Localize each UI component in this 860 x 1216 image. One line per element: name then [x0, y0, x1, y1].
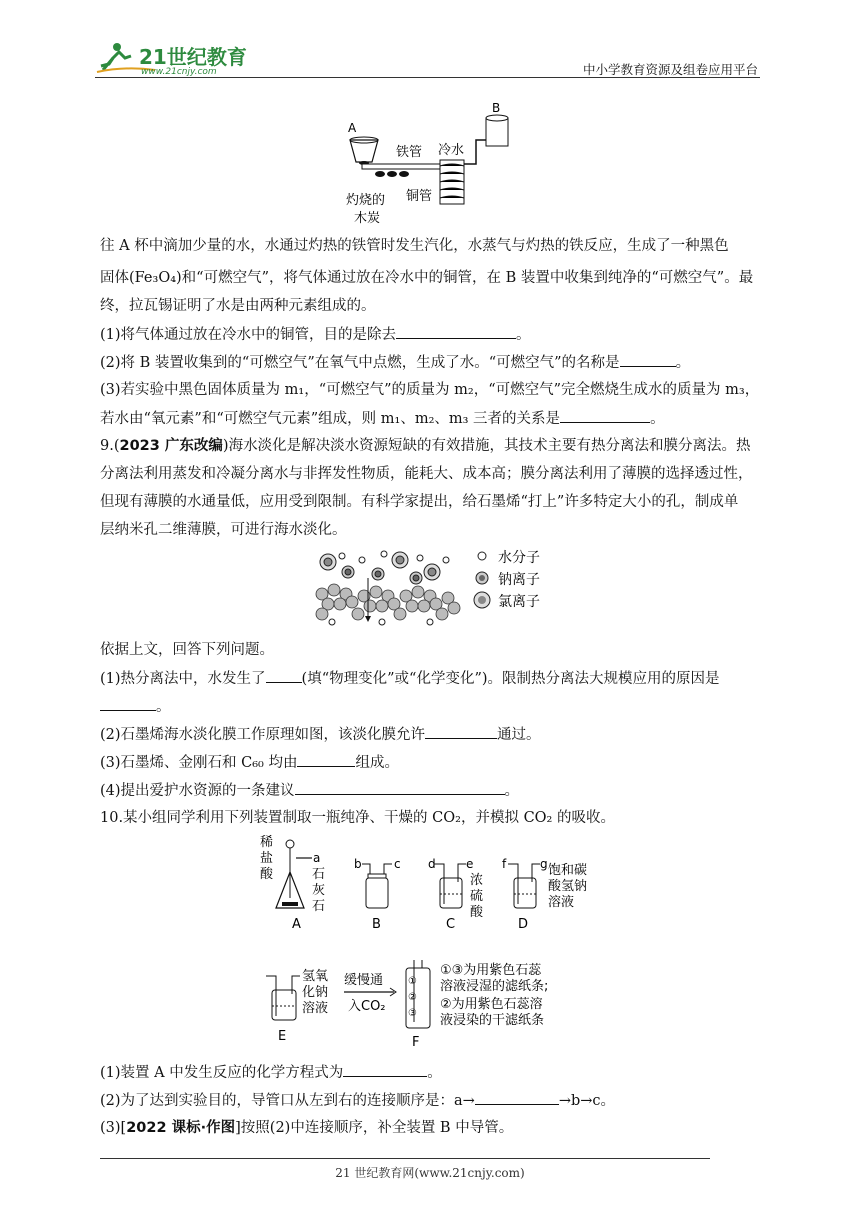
f-note-line-4: 液浸染的干滤纸条: [440, 1013, 545, 1028]
answer-blank[interactable]: [475, 1090, 559, 1105]
port-a: a: [313, 851, 321, 865]
arrow-top-label: 缓慢通: [344, 973, 384, 988]
q8-intro-line-2: 固体(Fe₃O₄)和“可燃空气”，将气体通过放在冷水中的铜管，在 B 装置中收集到纯净的“可燃空气”。最: [100, 270, 754, 286]
answer-blank[interactable]: [620, 352, 676, 367]
legend-chloride: 氯离子: [498, 594, 540, 610]
d-reagent-line-1: 饱和碳: [548, 863, 588, 878]
q10-part-1: (1)装置 A 中发生反应的化学方程式为 。: [100, 1062, 442, 1083]
footer-divider: [100, 1158, 710, 1159]
fig1-label-copper: 铜管: [406, 189, 433, 204]
f-mark-3: ③: [408, 1008, 417, 1019]
charcoal-pieces: [375, 171, 409, 177]
iron-tube-shape: [362, 164, 440, 169]
e-reagent-line-3: 溶液: [302, 1001, 329, 1016]
a-acid-char-3: 酸: [260, 867, 274, 882]
c-reagent-char-2: 硫: [470, 889, 484, 904]
e-reagent-line-1: 氢氧: [302, 969, 329, 984]
a-stone-char-2: 灰: [312, 883, 326, 898]
q9-part-1: (1)热分离法中，水发生了 (填“物理变化”或“化学变化”)。限制热分离法大规模应用的原因是: [100, 668, 720, 689]
port-c: c: [394, 857, 401, 871]
lavoisier-apparatus-figure: [340, 96, 520, 230]
header-logo: [95, 40, 265, 76]
answer-blank[interactable]: [396, 324, 516, 339]
q9-part-2: (2)石墨烯海水淡化膜工作原理如图，该淡化膜允许 通过。: [100, 724, 541, 745]
graphene-lattice: [316, 584, 460, 620]
port-d: d: [428, 857, 436, 871]
footer-text: 21 世纪教育网(www.21cnjy.com): [335, 1166, 525, 1180]
port-e: e: [466, 857, 474, 871]
q9-line-3: 但现有薄膜的水通量低，应用受到限制。有科学家提出，给石墨烯“打上”许多特定大小的孔，制成单: [100, 494, 739, 510]
fig1-label-iron: 铁管: [396, 145, 423, 160]
label-a: A: [292, 917, 301, 932]
q8-part-2: (2)将 B 装置收集到的“可燃空气”在氧气中点燃，生成了水。“可燃空气”的名称是 。: [100, 352, 690, 373]
q9-part-1-cont: 。: [100, 696, 171, 717]
q9-lead: 依据上文，回答下列问题。: [100, 642, 274, 658]
f-note-line-3: ②为用紫色石蕊溶: [440, 997, 543, 1012]
q8-intro-line-3: 终，拉瓦锡证明了水是由两种元素组成的。: [100, 298, 376, 314]
fig1-label-charcoal-2: 木炭: [354, 211, 381, 226]
q9-line-1: 9.(2023 广东改编)海水淡化是解决淡水资源短缺的有效措施，其技术主要有热分离法和膜分离法。热: [100, 438, 751, 454]
fig1-label-cold: 冷水: [438, 143, 465, 158]
q9-part-3: (3)石墨烯、金刚石和 C₆₀ 均由 组成。: [100, 752, 399, 773]
q10-part-3: (3)[2022 课标·作图]按照(2)中连接顺序，补全装置 B 中导管。: [100, 1120, 514, 1136]
sodium-ions: [342, 566, 422, 584]
legend-water: 水分子: [498, 550, 540, 566]
a-stone-char-1: 石: [312, 867, 326, 882]
apparatus-abcd-figure: [256, 832, 616, 932]
answer-blank[interactable]: [297, 752, 355, 767]
answer-blank[interactable]: [295, 780, 505, 795]
bottle-b-shape: [366, 878, 388, 908]
apparatus-ef-figure: [264, 954, 644, 1054]
label-b: B: [372, 917, 381, 932]
a-acid-char-2: 盐: [260, 851, 274, 866]
funnel-icon: [286, 840, 294, 848]
header-divider: [95, 77, 760, 78]
fig1-label-charcoal-1: 灼烧的: [346, 193, 386, 208]
q10-part-2: (2)为了达到实验目的，导管口从左到右的连接顺序是：a→ →b→c。: [100, 1090, 615, 1111]
legend-sodium: 钠离子: [498, 572, 540, 588]
bottle-d-shape: [514, 878, 536, 908]
fig1-label-a: A: [348, 121, 357, 135]
f-mark-2: ②: [408, 992, 417, 1003]
collector-b: [486, 118, 508, 146]
e-reagent-line-2: 化钠: [302, 985, 329, 1000]
answer-blank[interactable]: [266, 668, 302, 683]
q9-line-2: 分离法利用蒸发和冷凝分离水与非挥发性物质，能耗大、成本高；膜分离法利用了薄膜的选择透过性，: [100, 466, 753, 482]
label-d: D: [518, 917, 529, 932]
f-mark-1: ①: [408, 976, 417, 987]
q9-part-4: (4)提出爱护水资源的一条建议 。: [100, 780, 519, 801]
a-acid-char-1: 稀: [260, 835, 274, 850]
f-note-line-2: 溶液浸湿的滤纸条;: [440, 979, 549, 994]
runner-logo-icon: [95, 40, 265, 76]
label-c: C: [446, 917, 456, 932]
q8-part-1: (1)将气体通过放在冷水中的铜管，目的是除去 。: [100, 324, 531, 345]
port-f: f: [502, 857, 507, 871]
fig1-label-b: B: [492, 101, 501, 115]
c-reagent-char-1: 浓: [470, 873, 484, 888]
logo-url-text: www.21cnjy.com: [141, 67, 217, 76]
a-stone-char-3: 石: [312, 899, 326, 914]
d-reagent-line-2: 酸氢钠: [548, 879, 588, 894]
port-b: b: [354, 857, 362, 871]
graphene-membrane-figure: [312, 546, 552, 628]
port-g: g: [540, 857, 548, 871]
q9-line-4: 层纳米孔二维薄膜，可进行海水淡化。: [100, 522, 347, 538]
bottle-c-shape: [440, 878, 462, 908]
q10-stem: 10.某小组同学利用下列装置制取一瓶纯净、干燥的 CO₂，并模拟 CO₂ 的吸收。: [100, 810, 615, 826]
d-reagent-line-3: 溶液: [548, 895, 575, 910]
q8-intro-line-1: 往 A 杯中滴加少量的水，水通过灼热的铁管时发生汽化，水蒸气与灼热的铁反应，生成了一种黑色: [100, 238, 729, 254]
logo-main-text: 21世纪教育: [139, 45, 247, 69]
answer-blank[interactable]: [343, 1062, 427, 1077]
header-right-text: 中小学教育资源及组卷应用平台: [582, 62, 758, 77]
label-e: E: [278, 1029, 287, 1044]
q9-source: 2023 广东改编: [119, 438, 223, 454]
answer-blank[interactable]: [425, 724, 497, 739]
answer-blank[interactable]: [560, 408, 650, 423]
answer-blank[interactable]: [100, 696, 156, 711]
q8-part-3a: (3)若实验中黑色固体质量为 m₁，“可燃空气”的质量为 m₂，“可燃空气”完全燃烧生成水的质量为 m₃，: [100, 382, 760, 398]
q10-source: 2022 课标·作图: [126, 1120, 236, 1136]
q8-part-3b: 若水由“氧元素”和“可燃空气元素”组成，则 m₁、m₂、m₃ 三者的关系是 。: [100, 408, 665, 429]
f-note-line-1: ①③为用紫色石蕊: [440, 963, 542, 978]
c-reagent-char-3: 酸: [470, 905, 484, 920]
arrow-bottom-label: 入CO₂: [348, 999, 386, 1014]
label-f: F: [412, 1035, 420, 1050]
